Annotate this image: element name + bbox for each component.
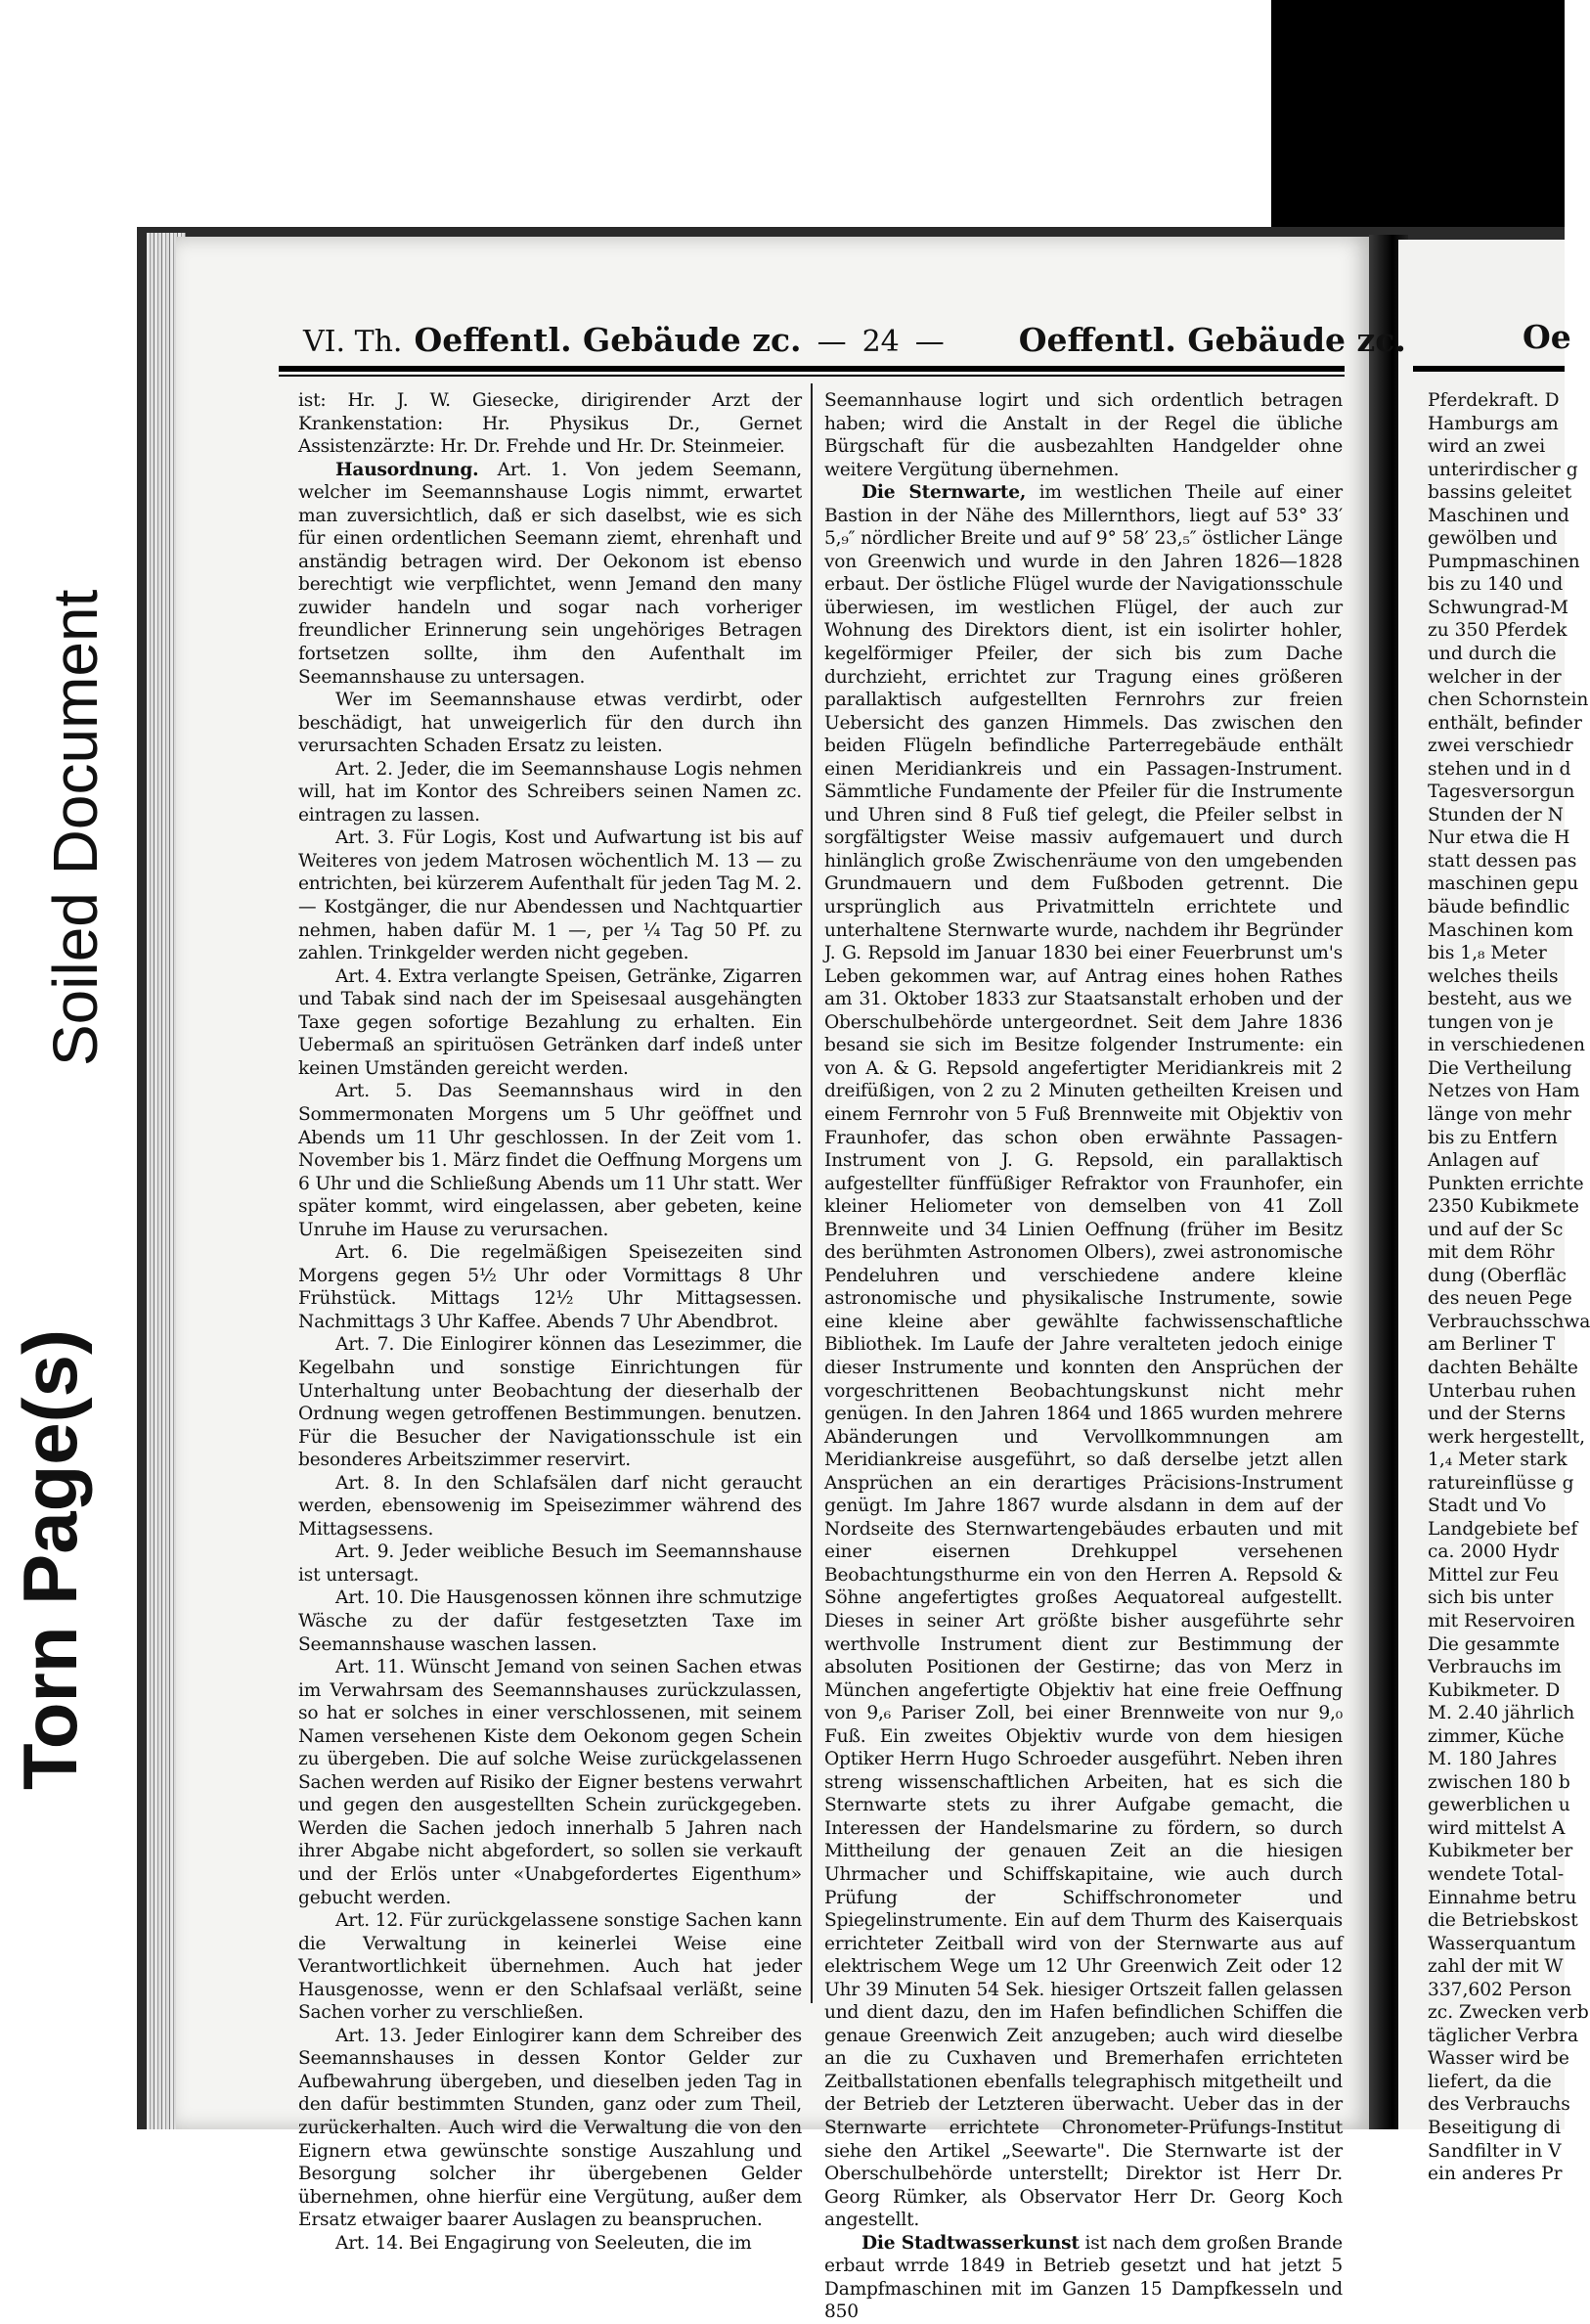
next-page-line: Schwungrad-M <box>1428 597 1569 618</box>
next-page-line: liefert, da die <box>1428 2071 1552 2092</box>
page-number: 24 <box>861 325 900 359</box>
next-page-line: welches theils <box>1428 965 1559 987</box>
paragraph <box>298 2025 802 2232</box>
next-page-text-column <box>1428 389 1590 2185</box>
paragraph-text: Art. 5. Das Seemannshaus wird in den Sommermonaten Morgens um 5 Uhr geöffnet und Abends um 11 Uhr geschlossen. In der Zeit vom 1. November bis 1. März findet die Oeffnung Morgens um 6 Uhr und die Schließung Abends um 11 Uhr statt. Wer später kommt, wird eingelassen, aber gebeten, keine Unruhe im Hause zu verursachen. <box>298 1081 802 1240</box>
next-page-line: Maschinen kom <box>1428 919 1573 941</box>
next-page-line: Verbrauchsschwa <box>1428 1311 1590 1332</box>
next-page-line: Wasser wird be <box>1428 2048 1569 2070</box>
next-page-line: 337,602 Person <box>1428 1979 1572 2000</box>
header-dash: — <box>914 325 945 359</box>
next-page-line: Pumpmaschinen <box>1428 551 1580 572</box>
next-page-line: wird an zwei <box>1428 436 1546 458</box>
next-page-line: die Betriebskost <box>1428 1910 1578 1932</box>
next-page-line: zu 350 Pferdek <box>1428 620 1568 642</box>
header-rule-thin <box>279 375 1345 377</box>
next-page-line: Die gesammte <box>1428 1633 1561 1655</box>
next-page-line: Einnahme betru <box>1428 1887 1577 1908</box>
next-page-line: dachten Behälte <box>1428 1357 1578 1378</box>
paragraph-lead: Hausordnung. <box>335 459 479 480</box>
next-page-line: Nur etwa die H <box>1428 827 1570 849</box>
paragraph-text: Art. 12. Für zurückgelassene sonstige Sachen kann die Verwaltung in keinerlei Weise eine Verantwortlichkeit übernehmen. Auch hat jeder Hausgenosse, wenn er den Schlafsaal verläßt, seine Sachen vorher zu verschließen. <box>298 1910 802 2024</box>
paragraph-text: im westlichen Theile auf einer Bastion in der Nähe des Millernthors, liegt auf 53° 33′ 5,₉″ nördlicher Breite und auf 9° 58′ 23,₅″ östlicher Länge von Greenwich und wurde in den Jahren 1826—1828 erbaut. Der östliche Flügel wurde der Navigationsschule überwiesen, im westlichen Flügel, der auch zur Wohnung des Direktors dient, ist ein isolirter hohler, kegelförmiger Pfeiler, der sich bis zum Dache durchzieht, errichtet zur Tragung eines größeren parallaktisch aufgestellten Fernrohrs zur freien Uebersicht des ganzen Himmels. Das zwischen den beiden Flügeln befindliche Parterregebäude enthält einen Meridiankreis und ein Passagen-Instrument. Sämmtliche Fundamente der Pfeiler für die Instrumente und Uhren sind 8 Fuß tief gelegt, die Pfeiler selbst in sorgfältigster Weise massiv aufgemauert und durch hinlänglich große Zwischenräume von den umgebenden Grundmauern und dem Fußboden getrennt. Die ursprünglich aus Privatmitteln errichtete und unterhaltene Sternwarte wurde, nachdem ihr Begründer J. G. Repsold im Januar 1830 bei einer Feuerbrunst um's Leben gekommen war, auf Antrag eines hohen Rathes am 31. Oktober 1833 zur Staatsanstalt erhoben und der Oberschulbehörde untergeordnet. Seit dem Jahre 1836 besand sie sich im Besitze folgender Instrumente: ein von A. & G. Repsold angefertigter Meridiankreis mit 2 dreifüßigen, von 2 zu 2 Minuten getheilten Kreisen und einem Fernrohr von 5 Fuß Brennweite mit Objektiv von Fraunhofer, das schon oben erwähnte Passagen-Instrument von J. G. Repsold, ein parallaktisch aufgestellter fünffüßiger Refraktor von Fraunhofer, ein kleiner Heliometer von demselben von 41 Zoll Brennweite und 34 Linien Oeffnung (früher im Besitz des berühmten Astronomen Olbers), zwei astronomische Pendeluhren und verschiedene andere kleine astronomische und physikalische Instrumente, sowie eine kleine aber gewählte fachwissenschaftliche Bibliothek. Im Laufe der Jahre veralteten jedoch einige dieser Instrumente und konnten den Ansprüchen der vorgeschrittenen Beobachtungskunst nicht mehr genügen. In den Jahren 1864 und 1865 wurden mehrere Abänderungen und Vervollkommnungen am Meridiankreise ausgeführt, so daß derselbe jetzt allen Ansprüchen an ein derartiges Präcisions-Instrument genügt. Im Jahre 1867 wurde alsdann in dem auf der Nordseite des Sternwartengebäudes erbauten und mit einer eisernen Drehkuppel versehenen Beobachtungsthurme ein von den Herren A. Repsold & Söhne angefertigtes großes Aequatoreal aufgestellt. Dieses in seiner Art größte bisher ausgeführte sehr werthvolle Instrument dient zur Bestimmung der absoluten Positionen der Gestirne; das von Merz in München angefertigte Objektiv hat eine freie Oeffnung von 9,₆ Pariser Zoll, bei einer Brennweite von nur 9,₀ Fuß. Ein zweites Objektiv wurde von dem hiesigen Optiker Herrn Hugo Schroeder ausgeführt. Neben ihren streng wissenschaftlichen Arbeiten, hat es sich die Sternwarte stets zu ihrer Aufgabe gemacht, die Interessen der Handelsmarine zu fördern, so durch Mittheilung der genauen Zeit an die hiesigen Uhrmacher und Schiffskapitaine, wie auch durch Prüfung der Schiffschronometer und Spiegelinstrumente. Ein auf dem Thurm des Kaiserquais errichteter Zeitball wird von der Sternwarte aus auf elektrischem Wege um 12 Uhr Greenwich Zeit oder 12 Uhr 39 Minuten 54 Sek. hiesiger Ortszeit fallen gelassen und dient dazu, den im Hafen befindlichen Schiffen die genaue Greenwich Zeit anzugeben; auch wird dieselbe an die zu Cuxhaven und Bremerhafen errichteten Zeitballstationen ebenfalls telegraphisch mitgetheilt und der Betrieb der Letzteren überwacht. Ueber das in der Sternwarte errichtete Chronometer-Prüfungs-Institut siehe den Artikel „Seewarte". Die Sternwarte ist der Oberschulbehörde unterstellt; Direktor ist Herr Dr. Georg Rümker, als Observator Herr Dr. Georg Koch angestellt. <box>824 482 1343 2231</box>
next-page-line: statt dessen pas <box>1428 850 1577 872</box>
next-page-line: Punkten errichte <box>1428 1173 1584 1194</box>
paragraph-text: Art. 8. In den Schlafsälen darf nicht geraucht werden, ebensowenig im Speisezimmer während des Mittagsessens. <box>298 1472 802 1540</box>
next-page-line: 1,₄ Meter stark <box>1428 1450 1568 1471</box>
paragraph <box>298 459 802 689</box>
next-page-line: Anlagen auf <box>1428 1150 1539 1172</box>
next-page-line: tungen von je <box>1428 1011 1554 1033</box>
paragraph-text: Art. 9. Jeder weibliche Besuch im Seemannshause ist untersagt. <box>298 1542 802 1586</box>
next-page-line: Pferdekraft. D <box>1428 390 1560 411</box>
paragraph-text: Wer im Seemannshause etwas verdirbt, oder beschädigt, hat unweigerlich für den durch ihn verursachten Schaden Ersatz zu leisten. <box>298 690 802 757</box>
next-page-running-title: Oe <box>1523 318 1571 356</box>
paragraph <box>298 1656 802 1909</box>
next-page-line: und der Sterns <box>1428 1404 1567 1425</box>
paragraph-text: Art. 6. Die regelmäßigen Speisezeiten sind Morgens gegen 5½ Uhr oder Vormittags 8 Uhr Frühstück. Mittags 12½ Uhr Mittagsessen. Nachmittags 3 Uhr Kaffee. Abends 7 Uhr Abendbrot. <box>298 1242 802 1332</box>
paragraph-lead: Die Sternwarte, <box>861 482 1027 504</box>
next-page-line: Hamburgs am <box>1428 413 1559 434</box>
paragraph-text: Art. 14. Bei Engagirung von Seeleuten, die im <box>335 2232 752 2254</box>
next-page-line: mit dem Röhr <box>1428 1242 1555 1264</box>
next-page-line: Mittel zur Feu <box>1428 1564 1560 1586</box>
next-page-line: Stunden der N <box>1428 804 1564 826</box>
paragraph-text: Art. 10. Die Hausgenossen können ihre schmutzige Wäsche zu der dafür festgesetzten Taxe im Seemannshause waschen lassen. <box>298 1587 802 1655</box>
right-text-column <box>824 389 1343 2323</box>
next-page-line: Kubikmeter. D <box>1428 1679 1561 1701</box>
paragraph <box>298 1472 802 1542</box>
next-page-line: sich bis unter <box>1428 1587 1554 1609</box>
paragraph <box>298 827 802 964</box>
soiled-document-label: Soiled Document <box>40 589 110 1066</box>
next-page-line: bäude befindlic <box>1428 897 1570 918</box>
next-page-line: maschinen gepu <box>1428 873 1579 895</box>
next-page-line: täglicher Verbra <box>1428 2025 1579 2046</box>
paragraph <box>298 1909 802 2025</box>
next-page-line: am Berliner T <box>1428 1334 1556 1356</box>
volume-label: VI. Th. <box>303 325 403 359</box>
paragraph-text: Art. 7. Die Einlogirer können das Lesezimmer, die Kegelbahn und sonstige Einrichtungen für Unterhaltung unter Beobachtung der dieserhalb der Ordnung wegen getroffenen Bestimmungen. benutzen. Für die Besucher der Navigationsschule ist ein besonderes Arbeitszimmer reservirt. <box>298 1334 802 1471</box>
left-text-column <box>298 389 802 2254</box>
paragraph-text: ist: Hr. J. W. Giesecke, dirigirender Arzt der Krankenstation: Hr. Physikus Dr., Gernet Assistenzärzte: Hr. Dr. Frehde und Hr. Dr. Steinmeier. <box>298 390 802 458</box>
next-page-line: und auf der Sc <box>1428 1219 1564 1240</box>
paragraph <box>298 1080 802 1241</box>
header-rule <box>279 366 1345 372</box>
paragraph-text: Art. 1. Von jedem Seemann, welcher im Seemannshause Logis nimmt, erwartet man zuversichtlich, daß er sich daselbst, wie es sich für einen ordentlichen Seemann ziemt, ehrenhaft und anständig betragen wird. Der Oekonom ist ebenso berechtigt wie verpflichtet, wenn Jemand den many zuwider handeln und sogar nach vorheriger freundlicher Erinnerung sein ungehöriges Betragen fortsetzen sollte, ihm den Aufenthalt im Seemannshause zu untersagen. <box>298 459 802 688</box>
next-page-line: in verschiedenen <box>1428 1035 1585 1056</box>
next-page-line: gewölben und <box>1428 528 1558 550</box>
next-page-line: länge von mehr <box>1428 1103 1571 1125</box>
next-page-line: zahl der mit W <box>1428 1956 1564 1978</box>
next-page-line: enthält, befinder <box>1428 712 1582 734</box>
torn-pages-label: Torn Page(s) <box>7 1329 93 1790</box>
paragraph-text: Seemannhause logirt und sich ordentlich betragen haben; wird die Anstalt in der Regel die übliche Bürgschaft für die ausbezahlten Handgelder ohne weitere Vergütung übernehmen. <box>824 390 1343 480</box>
header-dash: — <box>817 325 847 359</box>
next-page-line: Stadt und Vo <box>1428 1496 1547 1517</box>
next-page-header-rule <box>1413 366 1565 372</box>
next-page-line: bassins geleitet <box>1428 482 1572 504</box>
paragraph <box>298 689 802 758</box>
next-page-line: zwischen 180 b <box>1428 1771 1570 1793</box>
paragraph-text: Art. 2. Jeder, die im Seemannshause Logis nehmen will, hat im Kontor des Schreibers seinen Namen zc. eintragen zu lassen. <box>298 758 802 826</box>
next-page-line: Die Vertheilung <box>1428 1057 1572 1079</box>
next-page-line: bis zu Entfern <box>1428 1127 1558 1148</box>
column-divider <box>811 383 813 2003</box>
next-page-line: M. 2.40 jährlich <box>1428 1703 1575 1724</box>
next-page-line: Kubikmeter ber <box>1428 1841 1573 1862</box>
next-page-line: wendete Total- <box>1428 1864 1565 1885</box>
next-page-line: dung (Oberfläc <box>1428 1265 1567 1286</box>
paragraph <box>298 758 802 827</box>
next-page-line: und durch die <box>1428 644 1557 665</box>
paragraph <box>298 1541 802 1587</box>
paragraph-text: Art. 11. Wünscht Jemand von seinen Sachen etwas im Verwahrsam des Seemannshauses zurückzulassen, so hat er solches in einer verschlossenen, mit seinem Namen versehenen Kiste dem Oekonom gegen Schein zu übergeben. Die auf solche Weise zurückgelassenen Sachen werden auf Risiko der Eigner bestens verwahrt und gegen den ausgestellten Schein zurückgegeben. Werden die Sachen jedoch innerhalb 5 Jahren nach ihrer Abgabe nicht abgefordert, so sollen sie verkauft und der Erlös unter «Unabgefordertes Eigenthum» gebucht werden. <box>298 1657 802 1908</box>
paragraph <box>824 389 1343 481</box>
next-page-line: zwei verschiedr <box>1428 736 1573 757</box>
paragraph <box>298 389 802 459</box>
paragraph <box>298 1587 802 1656</box>
paragraph <box>298 2232 802 2256</box>
next-page-line: M. 180 Jahres <box>1428 1749 1558 1770</box>
next-page-line: Tagesversorgun <box>1428 782 1575 803</box>
next-page-line: ratureinflüsse g <box>1428 1472 1574 1494</box>
next-page-line: ca. 2000 Hydr <box>1428 1542 1560 1563</box>
next-page-line: zimmer, Küche <box>1428 1725 1565 1747</box>
next-page-line: Landgebiete bef <box>1428 1518 1578 1540</box>
next-page-line: Maschinen und <box>1428 505 1569 526</box>
page-header <box>303 321 1406 364</box>
next-page-line: zc. Zwecken verb <box>1428 2002 1589 2024</box>
next-page-line: Wasserquantum <box>1428 1933 1576 1954</box>
next-page-line: Netzes von Ham <box>1428 1081 1580 1102</box>
next-page-line: Unterbau ruhen <box>1428 1380 1576 1402</box>
paragraph <box>824 2232 1343 2324</box>
next-page-line: mit Reservoiren <box>1428 1610 1575 1631</box>
next-page-line: chen Schornstein <box>1428 690 1589 711</box>
next-page-line: Beseitigung di <box>1428 2118 1562 2139</box>
book-edge-shadow-2 <box>1335 0 1565 245</box>
paragraph-text: Art. 4. Extra verlangte Speisen, Getränke, Zigarren und Tabak sind nach der im Speisesaal ausgehängten Taxe gegen sofortige Bezahlung zu erhalten. Ein Uebermaß an spirituösen Getränken darf indeß unter keinen Umständen gereicht werden. <box>298 965 802 1079</box>
next-page-line: bis 1,₈ Meter <box>1428 943 1547 964</box>
next-page-line: Verbrauchs im <box>1428 1657 1562 1678</box>
paragraph <box>298 1241 802 1333</box>
next-page-line: des Verbrauchs <box>1428 2094 1570 2116</box>
next-page-line: des neuen Pege <box>1428 1288 1572 1310</box>
next-page-line: unterirdischer g <box>1428 459 1578 480</box>
next-page-line: wird mittelst A <box>1428 1817 1566 1839</box>
paragraph-lead: Die Stadtwasserkunst <box>861 2232 1080 2254</box>
running-title-left: Oeffentl. Gebäude zc. <box>414 321 802 359</box>
next-page-line: besteht, aus we <box>1428 989 1572 1010</box>
next-page-line: welcher in der <box>1428 666 1562 688</box>
paragraph <box>298 1333 802 1471</box>
paragraph-text: Art. 3. Für Logis, Kost und Aufwartung ist bis auf Weiteres von jedem Matrosen wöchentlich M. 13 — zu entrichten, bei kürzerem Aufenthalt für jeden Tag M. 2. — Kostgänger, die nur Abendessen und Nachtquartier nehmen, haben dafür M. 1 —, per ¼ Tag 50 Pf. zu zahlen. Trinkgelder werden nicht gegeben. <box>298 827 802 964</box>
running-title-right: Oeffentl. Gebäude zc. <box>1018 321 1406 359</box>
next-page-line: Sandfilter in V <box>1428 2140 1562 2162</box>
paragraph <box>298 965 802 1081</box>
next-page-line: werk hergestellt, <box>1428 1426 1586 1448</box>
paragraph-text: ist nach dem großen Brande erbaut wrrde 1849 in Betrieb gesetzt und hat jetzt 5 Dampfmaschinen mit im Ganzen 15 Dampfkesseln und 850 <box>824 2232 1343 2323</box>
next-page-line: gewerblichen u <box>1428 1795 1570 1816</box>
paragraph-text: Art. 13. Jeder Einlogirer kann dem Schreiber des Seemannshauses in dessen Kontor Gelder zur Aufbewahrung übergeben, und dieselben jeden Tag in den dafür bestimmten Stunden, ganz oder zum Theil, zurückerhalten. Auch wird die Verwaltung die von den Eignern etwa gewünschte sonstige Auszahlung und Besorgung solcher ihr übergebenen Gelder übernehmen, ohne hierfür eine Vergütung, außer dem Ersatz etwaiger baarer Auslagen zu beanspruchen. <box>298 2025 802 2231</box>
next-page-line: stehen und in d <box>1428 758 1571 780</box>
next-page-line: ein anderes Pr <box>1428 2164 1563 2185</box>
next-page-line: bis zu 140 und <box>1428 574 1564 596</box>
paragraph <box>824 481 1343 2232</box>
next-page-line: 2350 Kubikmete <box>1428 1196 1579 1218</box>
